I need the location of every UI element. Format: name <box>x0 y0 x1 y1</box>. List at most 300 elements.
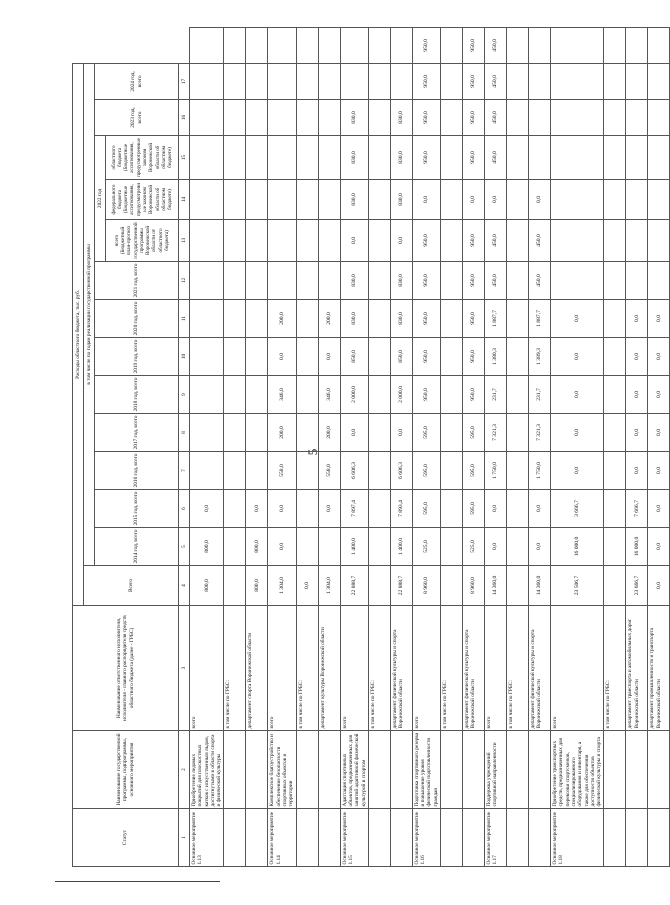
row-status: Основное мероприятие 1.15 <box>340 809 368 867</box>
row-value-cell <box>604 338 626 376</box>
row-value-cell: 0,0 <box>551 376 604 414</box>
row-value-cell <box>507 220 529 262</box>
row-executor: всего <box>412 606 440 731</box>
row-value-cell <box>507 376 529 414</box>
row-value-cell <box>529 63 551 99</box>
row-value-cell: 830,0 <box>390 262 412 300</box>
row-value-cell <box>224 220 246 262</box>
row-value-cell <box>507 136 529 180</box>
row-program-name <box>296 731 318 809</box>
row-program-name <box>529 731 551 809</box>
header-2014: 2014 год, всего <box>95 528 179 566</box>
row-value-cell: 0,0 <box>529 528 551 566</box>
header-expenses: Расходы областного бюджета, тыс. руб. <box>73 63 84 605</box>
row-value-cell <box>224 28 246 64</box>
row-value-cell: 6 606,3 <box>390 452 412 490</box>
row-value-cell: 200,0 <box>318 414 340 452</box>
table-row <box>463 28 485 867</box>
row-value-cell <box>296 490 318 528</box>
column-index-cell: 10 <box>179 338 190 376</box>
row-value-cell: 346,0 <box>268 376 296 414</box>
row-value-cell <box>441 100 463 136</box>
row-value-cell <box>626 180 648 220</box>
row-value-cell: 950,0 <box>463 100 485 136</box>
table-row <box>485 28 507 867</box>
row-value-cell: 830,0 <box>340 100 368 136</box>
row-value-cell: 450,0 <box>485 28 507 64</box>
row-value-cell: 1 380,3 <box>485 338 507 376</box>
row-value-cell: 22 888,7 <box>390 566 412 606</box>
row-program-name: Комплексное благоустройство и обеспечение безопасности спортивных объектов и территории <box>268 731 296 809</box>
header-status: Статус <box>73 809 179 867</box>
row-value-cell <box>268 63 296 99</box>
row-value-cell <box>246 338 268 376</box>
row-executor: в том числе по ГРБС: <box>604 606 626 731</box>
row-value-cell: 0,0 <box>648 414 670 452</box>
row-value-cell: 0,0 <box>485 490 507 528</box>
row-value-cell: 2 000,0 <box>390 376 412 414</box>
row-status <box>604 809 626 867</box>
row-value-cell <box>441 300 463 338</box>
row-value-cell <box>368 220 390 262</box>
row-executor: в том числе по ГРБС: <box>296 606 318 731</box>
row-program-name: Приобретение транспортных средств, предназначенных для перевозки спортсменов, специализированного оборудования и инвентаря, а также для обеспечения доступности объектов физической культуры и спорта <box>551 731 604 809</box>
row-value-cell: 0,0 <box>648 566 670 606</box>
row-value-cell: 0,0 <box>648 300 670 338</box>
row-value-cell: 830,0 <box>390 300 412 338</box>
header-executor: Наименование ответственного исполнителя, исполнителя - главного распорядителя средств областного бюджета (далее - ГРБС) <box>73 606 179 731</box>
row-value-cell: 0,0 <box>318 338 340 376</box>
row-value-cell <box>224 414 246 452</box>
row-value-cell: 0,0 <box>529 180 551 220</box>
row-value-cell: 23 666,7 <box>626 566 648 606</box>
row-value-cell <box>441 376 463 414</box>
row-value-cell <box>318 180 340 220</box>
row-program-name <box>507 731 529 809</box>
row-value-cell: 595,0 <box>463 452 485 490</box>
row-value-cell: 231,7 <box>485 376 507 414</box>
row-value-cell: 450,0 <box>485 136 507 180</box>
row-value-cell: 1 304,0 <box>268 566 296 606</box>
row-value-cell: 0,0 <box>390 414 412 452</box>
row-value-cell <box>296 300 318 338</box>
row-value-cell <box>441 490 463 528</box>
row-value-cell <box>190 452 224 490</box>
row-value-cell: 830,0 <box>390 180 412 220</box>
row-executor: всего <box>190 606 224 731</box>
row-value-cell <box>507 180 529 220</box>
row-value-cell <box>648 136 670 180</box>
row-value-cell <box>441 338 463 376</box>
table-row <box>441 28 463 867</box>
row-value-cell: 595,0 <box>412 414 440 452</box>
row-value-cell <box>190 414 224 452</box>
row-value-cell: 0,0 <box>626 376 648 414</box>
row-value-cell <box>648 180 670 220</box>
row-program-name <box>368 731 390 809</box>
row-value-cell: 0,0 <box>296 566 318 606</box>
row-value-cell: 0,0 <box>190 490 224 528</box>
header-2016: 2016 год, всего <box>95 452 179 490</box>
table-row <box>296 28 318 867</box>
row-value-cell <box>626 28 648 64</box>
row-value-cell <box>224 528 246 566</box>
row-value-cell: 950,0 <box>412 100 440 136</box>
column-index-cell: 5 <box>179 528 190 566</box>
row-value-cell <box>246 262 268 300</box>
row-value-cell <box>551 63 604 99</box>
row-value-cell <box>507 452 529 490</box>
row-value-cell: 595,0 <box>412 490 440 528</box>
row-program-name <box>441 731 463 809</box>
header-in-years: в том числе по годам реализации государственной программы <box>84 63 95 565</box>
row-executor: в том числе по ГРБС: <box>224 606 246 731</box>
row-program-name <box>463 731 485 809</box>
row-value-cell <box>626 100 648 136</box>
row-value-cell <box>507 28 529 64</box>
column-index-cell: 9 <box>179 376 190 414</box>
row-value-cell <box>190 63 224 99</box>
row-value-cell: 950,0 <box>412 300 440 338</box>
row-value-cell <box>190 100 224 136</box>
row-value-cell: 595,0 <box>463 490 485 528</box>
row-value-cell: 950,0 <box>463 338 485 376</box>
row-executor: департамент транспорта и автомобильных дорог Воронежской области <box>626 606 648 731</box>
row-value-cell: 800,0 <box>190 566 224 606</box>
table-row <box>340 28 368 867</box>
row-executor: всего <box>485 606 507 731</box>
table-row <box>626 28 648 867</box>
row-value-cell <box>441 566 463 606</box>
table-row <box>412 28 440 867</box>
column-index-cell: 11 <box>179 300 190 338</box>
row-value-cell <box>368 338 390 376</box>
column-index-cell: 15 <box>179 136 190 180</box>
row-value-cell <box>551 28 604 64</box>
row-status <box>529 809 551 867</box>
header-total: Всего <box>84 566 179 606</box>
row-value-cell: 0,0 <box>648 452 670 490</box>
row-value-cell <box>507 63 529 99</box>
row-value-cell <box>246 136 268 180</box>
row-value-cell: 800,0 <box>246 566 268 606</box>
row-value-cell <box>604 414 626 452</box>
row-value-cell <box>507 414 529 452</box>
row-value-cell <box>368 28 390 64</box>
row-executor: всего <box>340 606 368 731</box>
row-value-cell: 0,0 <box>340 220 368 262</box>
row-value-cell: 16 000,0 <box>551 528 604 566</box>
page-number: 5 <box>305 448 320 456</box>
column-index-cell: 17 <box>179 63 190 99</box>
row-value-cell <box>224 566 246 606</box>
header-2022-total: всего (Бюджетный план-прогноз государственной программы Воронежской области от областного бюджета) <box>106 220 179 262</box>
row-value-cell: 830,0 <box>390 136 412 180</box>
row-value-cell <box>441 528 463 566</box>
row-value-cell <box>604 28 626 64</box>
header-2019: 2019 год, всего <box>95 338 179 376</box>
row-value-cell <box>296 528 318 566</box>
row-value-cell: 1 887,7 <box>485 300 507 338</box>
row-value-cell: 0,0 <box>268 528 296 566</box>
row-value-cell: 0,0 <box>268 490 296 528</box>
row-value-cell <box>368 136 390 180</box>
row-value-cell: 450,0 <box>485 100 507 136</box>
row-status <box>390 809 412 867</box>
row-value-cell <box>441 220 463 262</box>
row-value-cell <box>246 220 268 262</box>
row-program-name <box>246 731 268 809</box>
row-value-cell: 8 960,0 <box>463 566 485 606</box>
row-value-cell <box>604 452 626 490</box>
column-index-cell: 4 <box>179 566 190 606</box>
row-value-cell: 950,0 <box>412 63 440 99</box>
row-value-cell: 0,0 <box>626 414 648 452</box>
table-row <box>318 28 340 867</box>
header-2024: 2024 год, всего <box>95 63 179 99</box>
row-value-cell <box>190 136 224 180</box>
row-value-cell <box>368 180 390 220</box>
table-row <box>190 28 224 867</box>
header-2022: 2022 год <box>95 136 106 262</box>
row-value-cell <box>441 136 463 180</box>
row-executor: департамент спорта Воронежской области <box>246 606 268 731</box>
row-value-cell <box>224 136 246 180</box>
row-status <box>626 809 648 867</box>
header-2018: 2018 год, всего <box>95 376 179 414</box>
row-executor: в том числе по ГРБС: <box>507 606 529 731</box>
row-value-cell: 0,0 <box>626 338 648 376</box>
row-value-cell: 950,0 <box>412 262 440 300</box>
row-value-cell: 0,0 <box>648 338 670 376</box>
row-value-cell <box>551 220 604 262</box>
row-value-cell <box>368 100 390 136</box>
row-value-cell: 7 893,4 <box>390 490 412 528</box>
row-status: Основное мероприятие 1.17 <box>485 809 507 867</box>
row-value-cell <box>507 100 529 136</box>
row-value-cell <box>648 220 670 262</box>
row-value-cell <box>648 100 670 136</box>
table-body <box>190 28 670 867</box>
row-executor: департамент культуры Воронежской области <box>318 606 340 731</box>
footer-rule <box>55 881 220 882</box>
header-2020: 2020 год, всего <box>95 300 179 338</box>
row-program-name <box>626 731 648 809</box>
row-value-cell <box>318 136 340 180</box>
row-value-cell <box>268 100 296 136</box>
row-value-cell <box>246 100 268 136</box>
row-program-name: Адаптация спортивных объектов, предназначенных для занятий адаптивной физической культурой и спортом <box>340 731 368 809</box>
row-value-cell <box>296 376 318 414</box>
row-status <box>441 809 463 867</box>
row-value-cell <box>368 414 390 452</box>
row-value-cell <box>296 63 318 99</box>
row-status <box>246 809 268 867</box>
row-value-cell <box>507 262 529 300</box>
row-value-cell: 0,0 <box>648 376 670 414</box>
row-value-cell <box>190 220 224 262</box>
column-index-cell: 7 <box>179 452 190 490</box>
row-value-cell <box>368 63 390 99</box>
row-value-cell <box>190 376 224 414</box>
table-row <box>648 28 670 867</box>
row-status <box>224 809 246 867</box>
row-program-name <box>604 731 626 809</box>
row-value-cell: 800,0 <box>190 528 224 566</box>
row-value-cell: 830,0 <box>340 300 368 338</box>
table-row <box>507 28 529 867</box>
row-value-cell <box>441 414 463 452</box>
header-2017: 2017 год, всего <box>95 414 179 452</box>
row-program-name <box>390 731 412 809</box>
row-value-cell: 0,0 <box>268 338 296 376</box>
row-value-cell: 950,0 <box>412 136 440 180</box>
row-value-cell <box>441 452 463 490</box>
row-value-cell <box>390 28 412 64</box>
row-value-cell: 7 666,7 <box>626 490 648 528</box>
row-program-name: Поддержка учреждений спортивной направленности <box>485 731 507 809</box>
row-value-cell: 850,0 <box>340 338 368 376</box>
row-value-cell: 0,0 <box>551 338 604 376</box>
row-value-cell: 0,0 <box>648 528 670 566</box>
row-value-cell <box>626 63 648 99</box>
row-status <box>318 809 340 867</box>
row-value-cell <box>604 262 626 300</box>
row-value-cell: 0,0 <box>412 180 440 220</box>
row-value-cell: 558,0 <box>318 452 340 490</box>
row-program-name <box>224 731 246 809</box>
row-value-cell <box>648 63 670 99</box>
table-row <box>529 28 551 867</box>
row-value-cell <box>268 180 296 220</box>
row-value-cell <box>507 528 529 566</box>
row-value-cell <box>368 262 390 300</box>
row-value-cell: 525,0 <box>412 528 440 566</box>
row-value-cell <box>551 136 604 180</box>
row-value-cell: 22 888,7 <box>340 566 368 606</box>
header-2023: 2023 год, всего <box>95 100 179 136</box>
row-executor: в том числе по ГРБС: <box>441 606 463 731</box>
row-value-cell <box>340 28 368 64</box>
row-value-cell: 16 000,0 <box>626 528 648 566</box>
row-value-cell <box>507 566 529 606</box>
row-value-cell <box>604 220 626 262</box>
row-value-cell: 0,0 <box>551 414 604 452</box>
row-value-cell: 0,0 <box>463 180 485 220</box>
row-value-cell: 0,0 <box>648 490 670 528</box>
row-value-cell: 0,0 <box>529 490 551 528</box>
row-value-cell <box>340 63 368 99</box>
row-value-cell <box>318 262 340 300</box>
row-value-cell: 1 750,0 <box>485 452 507 490</box>
row-value-cell <box>626 262 648 300</box>
row-program-name: Приобретение ледовых покрытий для плоскостных катков с искусственным льдом, достигнутыми в области спорта и физической культуры <box>190 731 224 809</box>
row-value-cell <box>368 490 390 528</box>
row-program-name: Подготовка спортивного резерва и повышение уровня физической подготовленности граждан <box>412 731 440 809</box>
row-value-cell <box>318 100 340 136</box>
row-value-cell <box>224 338 246 376</box>
column-index-cell: 13 <box>179 220 190 262</box>
table-row <box>368 28 390 867</box>
row-value-cell: 850,0 <box>390 338 412 376</box>
row-value-cell: 0,0 <box>246 490 268 528</box>
row-executor: департамент промышленности и транспорта Воронежской области <box>648 606 670 731</box>
row-value-cell: 525,0 <box>463 528 485 566</box>
table-row <box>604 28 626 867</box>
row-status: Основное мероприятие 1.18 <box>551 809 604 867</box>
row-value-cell <box>604 376 626 414</box>
row-value-cell <box>246 452 268 490</box>
row-value-cell <box>296 338 318 376</box>
row-value-cell <box>246 63 268 99</box>
row-value-cell <box>551 100 604 136</box>
row-value-cell <box>190 28 224 64</box>
row-program-name <box>648 731 670 809</box>
row-value-cell: 450,0 <box>485 262 507 300</box>
row-value-cell: 0,0 <box>340 414 368 452</box>
row-value-cell <box>224 63 246 99</box>
row-value-cell <box>296 100 318 136</box>
row-value-cell <box>390 63 412 99</box>
row-value-cell: 200,0 <box>318 300 340 338</box>
row-value-cell: 7 897,4 <box>340 490 368 528</box>
header-2021: 2021 год, всего <box>95 262 179 300</box>
row-value-cell <box>529 28 551 64</box>
row-value-cell <box>441 63 463 99</box>
row-value-cell: 950,0 <box>412 28 440 64</box>
row-value-cell <box>368 452 390 490</box>
rotated-table-wrapper <box>72 27 662 867</box>
row-value-cell: 950,0 <box>412 338 440 376</box>
row-value-cell <box>318 63 340 99</box>
header-program-name: Наименование государственной программы, подпрограммы, основного мероприятия <box>73 731 179 809</box>
row-value-cell: 14 360,0 <box>485 566 507 606</box>
row-value-cell <box>507 490 529 528</box>
row-value-cell <box>296 180 318 220</box>
table-row <box>268 28 296 867</box>
row-value-cell: 1 400,0 <box>390 528 412 566</box>
row-value-cell <box>507 300 529 338</box>
row-value-cell: 800,0 <box>246 528 268 566</box>
row-executor: всего <box>268 606 296 731</box>
row-value-cell <box>604 136 626 180</box>
row-value-cell <box>626 220 648 262</box>
row-value-cell <box>604 300 626 338</box>
row-value-cell <box>626 136 648 180</box>
row-value-cell: 0,0 <box>626 452 648 490</box>
row-value-cell <box>246 180 268 220</box>
row-value-cell: 14 360,0 <box>529 566 551 606</box>
row-executor: в том числе по ГРБС: <box>368 606 390 731</box>
row-value-cell <box>268 220 296 262</box>
row-value-cell: 1 750,0 <box>529 452 551 490</box>
row-value-cell: 950,0 <box>463 63 485 99</box>
row-status <box>507 809 529 867</box>
row-value-cell <box>224 300 246 338</box>
row-value-cell <box>190 262 224 300</box>
row-value-cell: 830,0 <box>390 100 412 136</box>
row-value-cell <box>604 100 626 136</box>
row-value-cell <box>224 376 246 414</box>
row-value-cell <box>318 28 340 64</box>
row-value-cell <box>224 100 246 136</box>
header-regional: областного бюджета (Бюджетные ассигнования, предусмотренные законом Воронежской области об областном бюджете) <box>106 136 179 180</box>
budget-table <box>72 27 670 867</box>
table-row <box>390 28 412 867</box>
row-status <box>296 809 318 867</box>
row-value-cell: 950,0 <box>463 376 485 414</box>
row-status: Основное мероприятие 1.14 <box>268 809 296 867</box>
